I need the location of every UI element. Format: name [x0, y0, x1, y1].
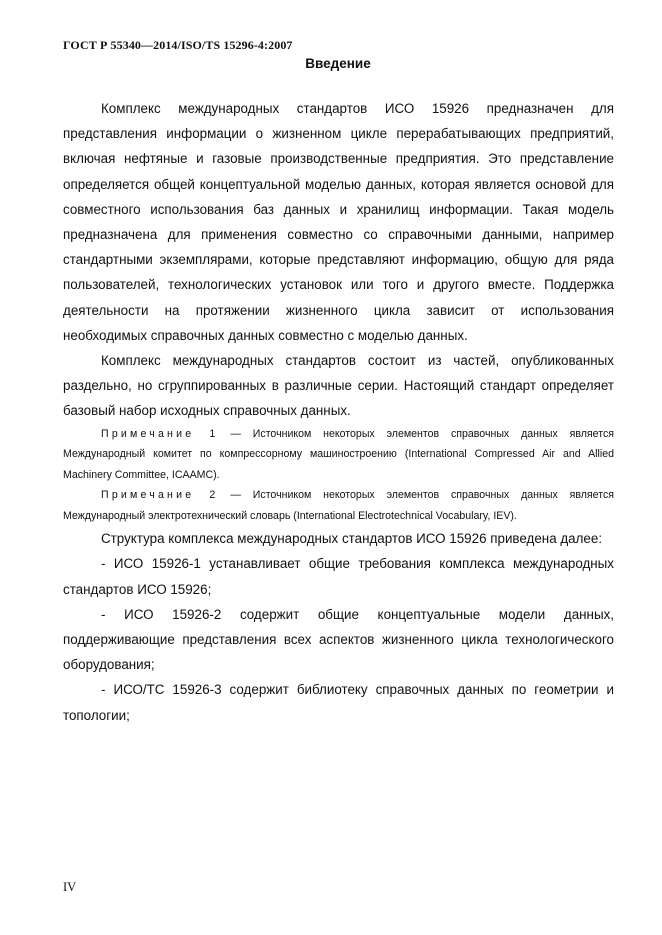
note-1 [63, 424, 614, 486]
section-title: Введение [305, 56, 371, 71]
list-item: - ИСО 15926-1 устанавливает общие требования комплекса международных стандартов ИСО 15926; [63, 556, 614, 597]
document-code-header: ГОСТ Р 55340—2014/ISO/TS 15296-4:2007 [63, 38, 293, 52]
note-2 [63, 485, 614, 526]
paragraph-series: Комплекс международных стандартов состоит из частей, опубликованных раздельно, но сгруппированных в различные серии. Настоящий стандарт определяет базовый набор исходных справочных данных. [63, 353, 614, 419]
note-1-text: — Источником некоторых элементов справочных данных является Международный комитет по компрессорному машиностроению (International Compressed Air and Allied Machinery Committee, ICAAMC). [63, 427, 614, 481]
list-item: - ИСО 15926-2 содержит общие концептуальные модели данных, поддерживающие представления всех аспектов жизненного цикла технологического оборудования; [63, 606, 614, 673]
document-body [63, 96, 614, 728]
page-number: IV [63, 880, 77, 894]
note-1-label: Примечание 1 [101, 427, 219, 440]
list-item: - ИСО/ТС 15926-3 содержит библиотеку справочных данных по геометрии и топологии; [63, 682, 614, 723]
paragraph-intro: Комплекс международных стандартов ИСО 15926 предназначен для представления информации о жизненном цикле перерабатывающих предприятий, включая нефтяные и газовые производственные предприятия. Это представление определяется общей концептуальной моделью данных, которая является основой для совместного использования баз данных и хранилищ информации. Такая модель предназначена для применения совместно со справочными данными, например стандартными экземплярами, которые представляют информацию, общую для ряда пользователей, технологических установок или того и другого вместе. Поддержка деятельности на протяжении жизненного цикла зависит от использования необходимых справочных данных совместно с моделью данных. [63, 101, 614, 343]
paragraph-structure-intro: Структура комплекса международных стандартов ИСО 15926 приведена далее: [101, 531, 603, 547]
note-2-label: Примечание 2 [101, 489, 219, 502]
note-2-text: — Источником некоторых элементов справочных данных является Международный электротехнический словарь (International Electrotechnical Vocabulary, IEV). [63, 489, 614, 522]
